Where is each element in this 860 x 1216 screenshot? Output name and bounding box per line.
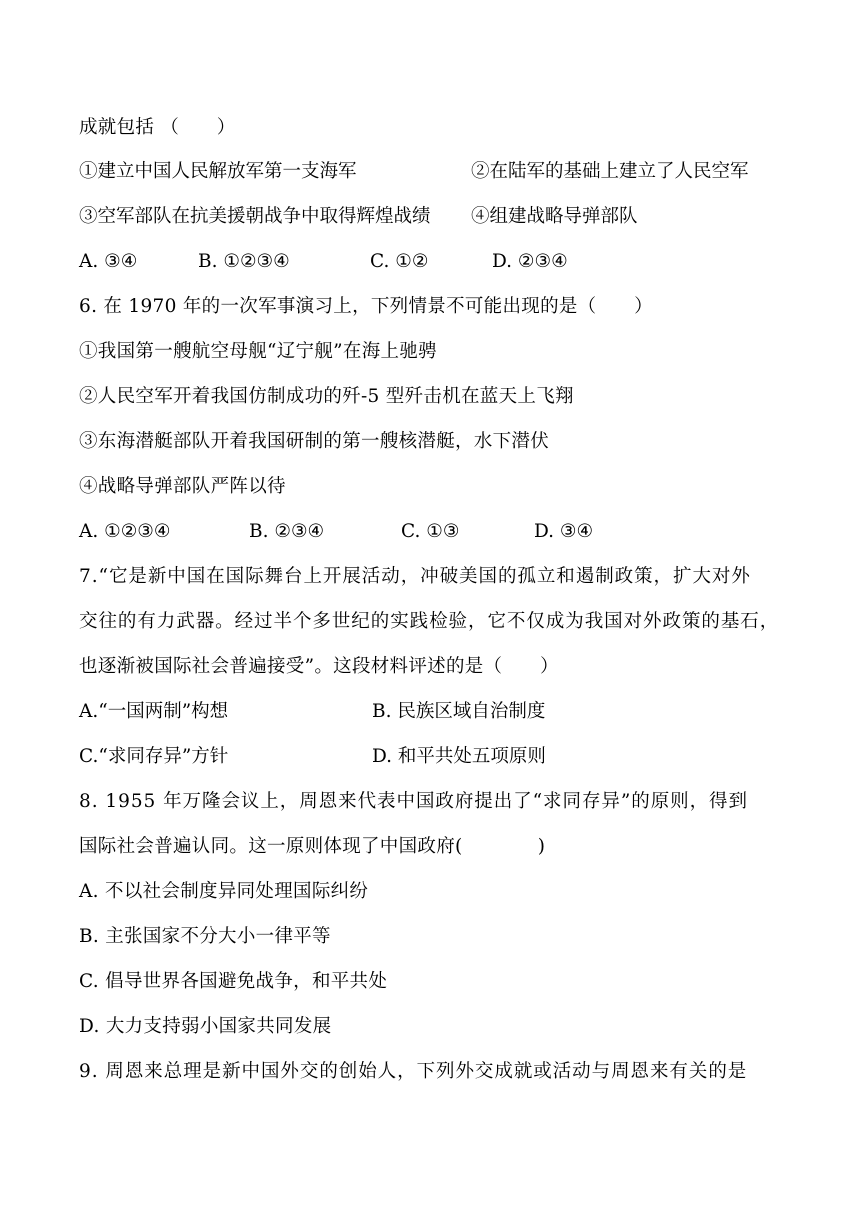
q6-item-2: ②人民空军开着我国仿制成功的歼-5 型歼击机在蓝天上飞翔 — [79, 386, 574, 407]
q8-choice-b: B. 主张国家不分大小一律平等 — [79, 926, 331, 947]
q8-choice-d: D. 大力支持弱小国家共同发展 — [79, 1016, 332, 1037]
q5-choice-b: B. ①②③④ — [198, 251, 290, 272]
q9-stem: 9. 周恩来总理是新中国外交的创始人，下列外交成就或活动与周恩来有关的是 — [79, 1061, 748, 1082]
q6-item-3: ③东海潜艇部队开着我国研制的第一艘核潜艇，水下潜伏 — [79, 431, 550, 452]
q5-choice-d: D. ②③④ — [492, 251, 568, 272]
q8-stem-line-1: 8. 1955 年万隆会议上，周恩来代表中国政府提出了“求同存异”的原则，得到 — [79, 791, 748, 812]
q7-stem-line-2: 交往的有力武器。经过半个多世纪的实践检验，它不仅成为我国对外政策的基石， — [79, 611, 780, 632]
q5-option-4: ④组建战略导弹部队 — [471, 206, 638, 227]
q8-choice-a: A. 不以社会制度异同处理国际纠纷 — [79, 881, 369, 902]
q5-option-1: ①建立中国人民解放军第一支海军 — [79, 161, 357, 182]
q8-choice-c: C. 倡导世界各国避免战争，和平共处 — [79, 971, 388, 992]
q5-stem-continuation: 成就包括 （ ） — [79, 117, 236, 138]
q6-choice-d: D. ③④ — [534, 521, 594, 542]
q6-stem: 6. 在 1970 年的一次军事演习上，下列情景不可能出现的是（ ） — [79, 296, 653, 317]
q8-stem-line-2: 国际社会普遍认同。这一原则体现了中国政府( ) — [79, 836, 546, 857]
q6-item-1: ①我国第一艘航空母舰“辽宁舰”在海上驰骋 — [79, 341, 437, 362]
q7-choice-b: B. 民族区域自治制度 — [372, 701, 546, 722]
q7-choice-a: A.“一国两制”构想 — [79, 701, 229, 722]
q5-choice-c: C. ①② — [370, 251, 429, 272]
q6-choice-b: B. ②③④ — [249, 521, 325, 542]
q7-stem-line-3: 也逐渐被国际社会普遍接受”。这段材料评述的是（ ） — [79, 656, 559, 677]
q5-option-2: ②在陆军的基础上建立了人民空军 — [471, 161, 749, 182]
q7-choice-c: C.“求同存异”方针 — [79, 746, 229, 767]
q6-choice-a: A. ①②③④ — [79, 521, 171, 542]
q7-stem-line-1: 7.“它是新中国在国际舞台上开展活动，冲破美国的孤立和遏制政策，扩大对外 — [79, 566, 751, 587]
q6-item-4: ④战略导弹部队严阵以待 — [79, 476, 286, 497]
q5-choice-a: A. ③④ — [79, 251, 138, 272]
q5-option-3: ③空军部队在抗美援朝战争中取得辉煌战绩 — [79, 206, 431, 227]
q7-choice-d: D. 和平共处五项原则 — [372, 746, 546, 767]
q6-choice-c: C. ①③ — [401, 521, 460, 542]
